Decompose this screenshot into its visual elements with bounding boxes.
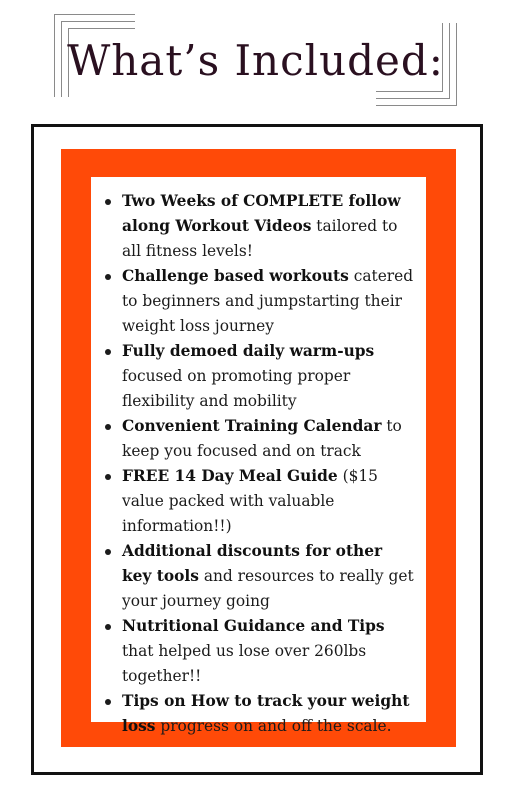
bullet-icon — [105, 699, 111, 705]
feature-description: progress on and off the scale. — [155, 717, 392, 735]
feature-description: to keep you focused and on track — [122, 417, 402, 460]
list-item — [103, 614, 416, 689]
feature-description: catered to beginners and jumpstarting their weight loss journey — [122, 267, 414, 335]
feature-description: that helped us lose over 260lbs together!! — [122, 642, 367, 685]
orange-panel — [61, 149, 456, 747]
bullet-icon — [105, 549, 111, 555]
title-banner — [54, 14, 457, 106]
bullet-icon — [105, 624, 111, 630]
page-title: What’s Included: — [67, 36, 444, 85]
feature-highlight: Additional discounts for other key tools — [122, 542, 383, 585]
feature-highlight: Nutritional Guidance and Tips — [122, 617, 385, 635]
feature-description: focused on promoting proper flexibility and mobility — [122, 367, 351, 410]
outer-frame — [31, 124, 483, 775]
feature-description: tailored to all fitness levels! — [122, 217, 398, 260]
list-item — [103, 689, 416, 739]
list-item — [103, 464, 416, 539]
list-item — [103, 339, 416, 414]
feature-description: and resources to really get your journey going — [122, 567, 414, 610]
bullet-icon — [105, 424, 111, 430]
list-item — [103, 539, 416, 614]
list-item — [103, 264, 416, 339]
feature-highlight: Convenient Training Calendar — [122, 417, 382, 435]
bullet-icon — [105, 274, 111, 280]
bullet-icon — [105, 349, 111, 355]
bullet-icon — [105, 199, 111, 205]
list-item — [103, 189, 416, 264]
feature-description: ($15 value packed with valuable information!!) — [122, 467, 378, 535]
feature-highlight: Tips on How to track your weight loss — [122, 692, 410, 735]
features-card — [91, 177, 426, 735]
feature-highlight: Challenge based workouts — [122, 267, 349, 285]
feature-highlight: Fully demoed daily warm-ups — [122, 342, 375, 360]
list-item — [103, 414, 416, 464]
feature-highlight: Two Weeks of COMPLETE follow along Workout Videos — [122, 192, 401, 235]
bullet-icon — [105, 474, 111, 480]
features-list — [91, 177, 426, 739]
feature-highlight: FREE 14 Day Meal Guide — [122, 467, 338, 485]
